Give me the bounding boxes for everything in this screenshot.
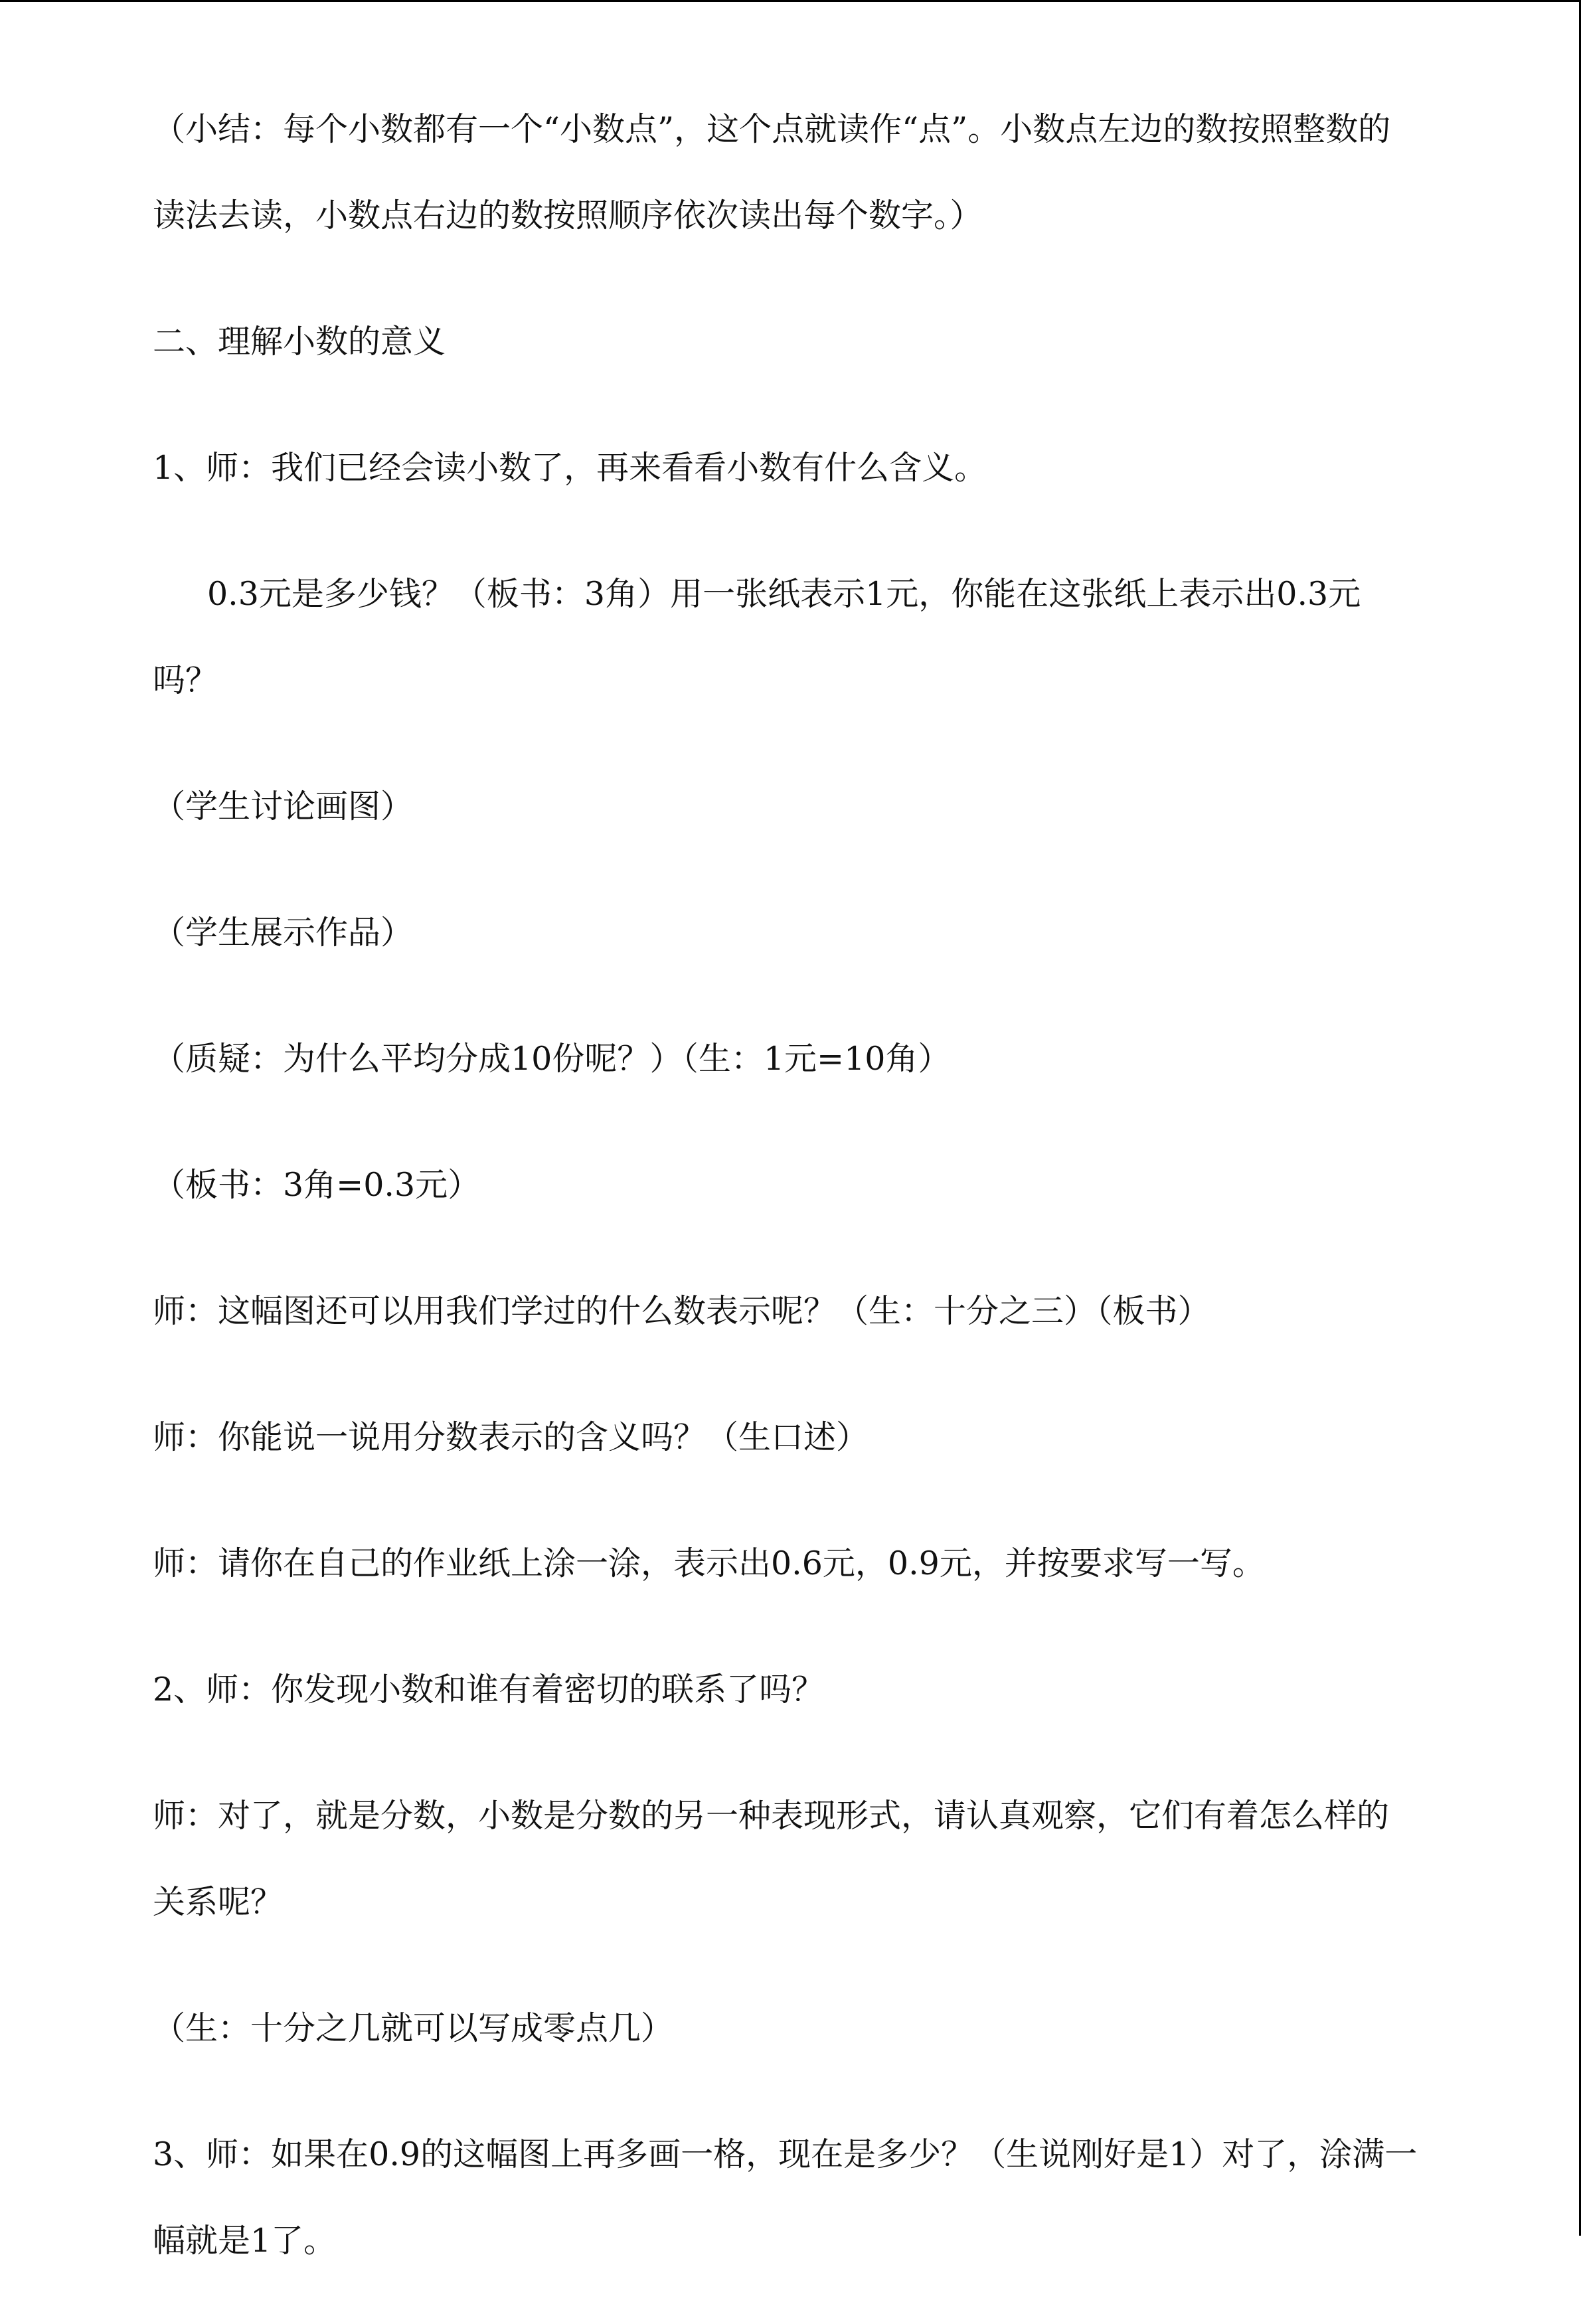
document-body	[153, 86, 1421, 2324]
summary-paragraph: （小结：每个小数都有一个“小数点”，这个点就读作“点”。小数点左边的数按照整数的读法去读，小数点右边的数按照顺序依次读出每个数字。）	[153, 110, 1391, 234]
paragraph: 3、师：如果在0.9的这幅图上再多画一格，现在是多少？（生说刚好是1）对了，涂满一幅就是1了。	[153, 2135, 1418, 2260]
paragraph: 师：你能说一说用分数表示的含义吗？（生口述）	[153, 1418, 869, 1456]
paragraph: （生：十分之几就可以写成零点几）	[153, 2009, 674, 2047]
paragraph: 师：这幅图还可以用我们学过的什么数表示呢？（生：十分之三）（板书）	[153, 1292, 1210, 1330]
paragraph: （学生讨论画图）	[153, 788, 414, 825]
paragraph: （质疑：为什么平均分成10份呢？）（生：1元=10角）	[153, 1040, 951, 1078]
paragraph: 1、师：我们已经会读小数了，再来看看小数有什么含义。	[153, 449, 987, 487]
paragraph: 2、师：你发现小数和谁有着密切的联系了吗？	[153, 1671, 825, 1708]
paragraph: 0.3元是多少钱？（板书：3角）用一张纸表示1元，你能在这张纸上表示出0.3元吗？	[153, 575, 1361, 699]
paragraph: 师：请你在自己的作业纸上涂一涂，表示出0.6元，0.9元，并按要求写一写。	[153, 1544, 1265, 1582]
paragraph: 师：对了，就是分数，小数是分数的另一种表现形式，请认真观察，它们有着怎么样的关系呢？	[153, 1797, 1390, 1921]
paragraph: （板书：3角=0.3元）	[153, 1166, 481, 1204]
paragraph: （学生展示作品）	[153, 914, 414, 952]
section-heading: 二、理解小数的意义	[153, 323, 446, 361]
